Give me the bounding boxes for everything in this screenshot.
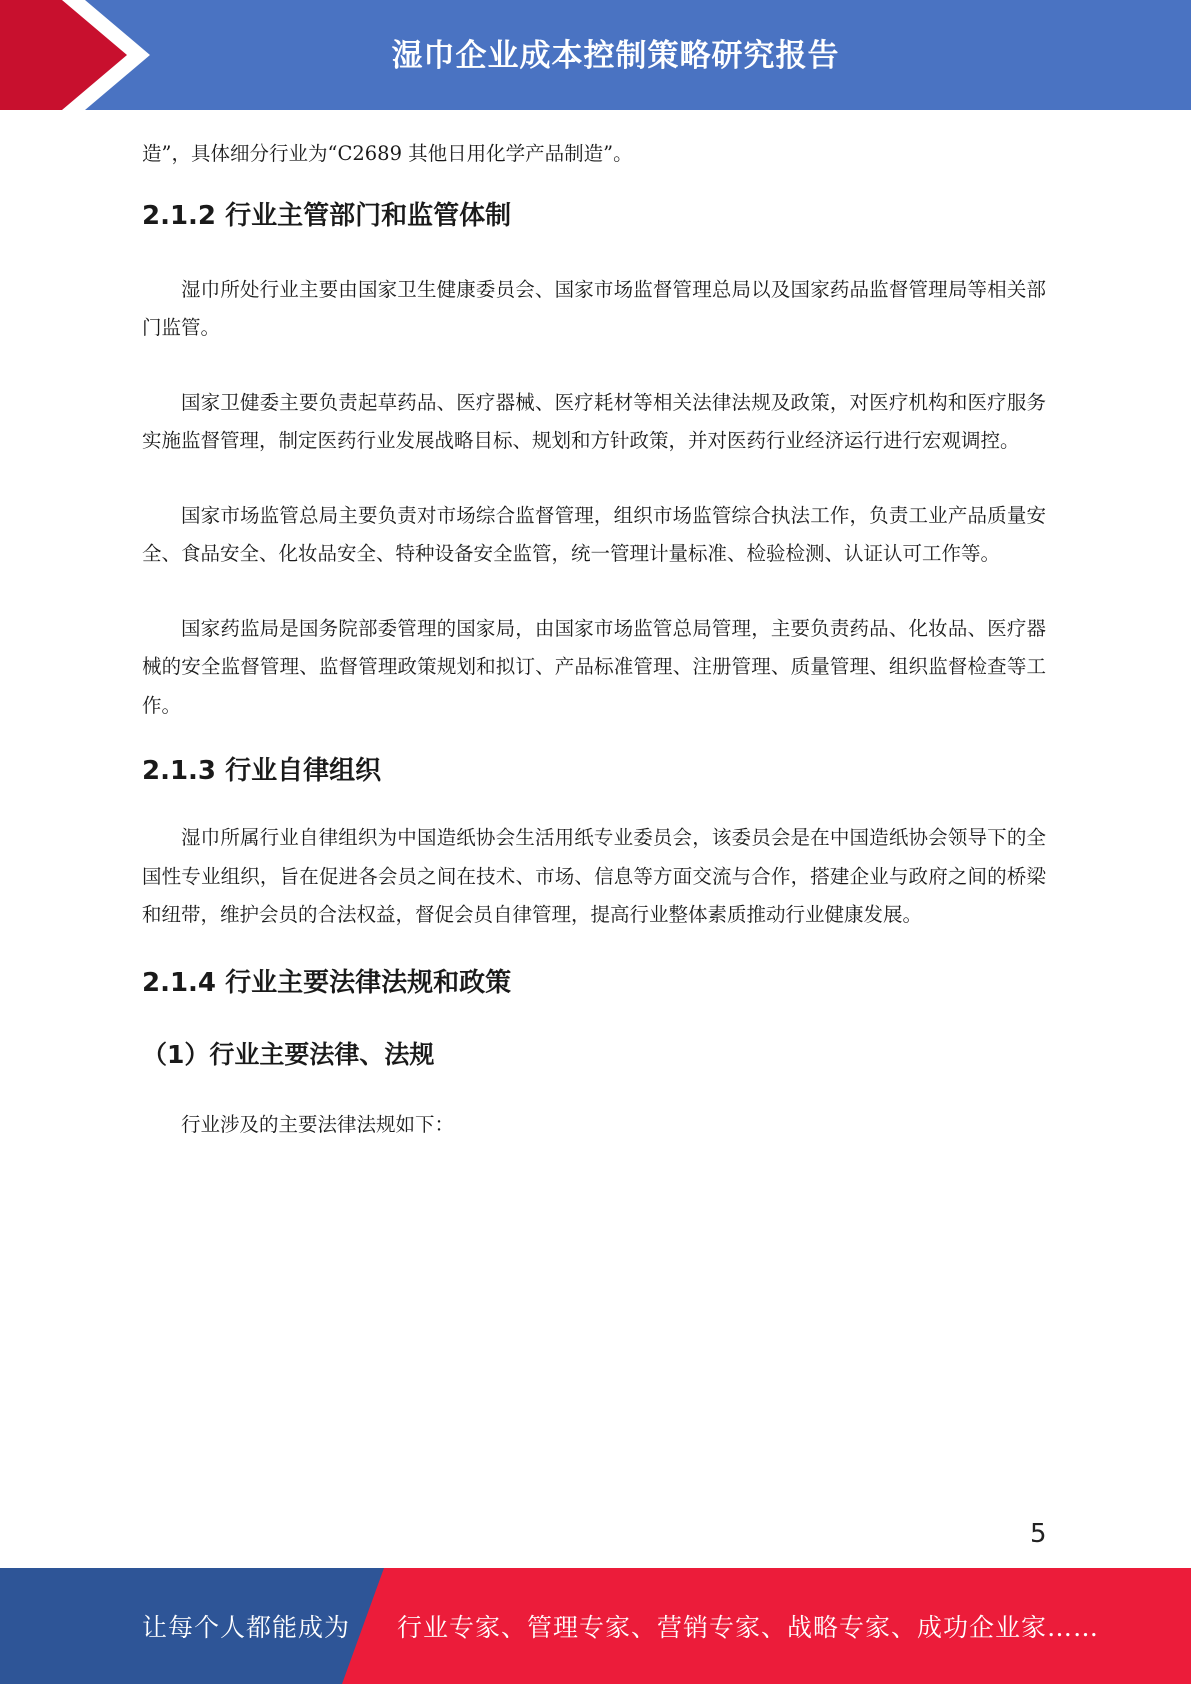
paragraph: 国家药监局是国务院部委管理的国家局，由国家市场监管总局管理，主要负责药品、化妆品、医疗器械的安全监督管理、监督管理政策规划和拟订、产品标准管理、注册管理、质量管理、组织监督检查等工作。: [142, 616, 1046, 717]
page-number: 5: [1030, 1519, 1047, 1549]
page-header: [0, 0, 1191, 110]
paragraph: 行业涉及的主要法律法规如下：: [181, 1112, 455, 1136]
footer-slogan-left: 让每个人都能成为: [142, 1613, 351, 1642]
section-heading-2-1-3: 2.1.3 行业自律组织: [142, 756, 382, 786]
section-heading-2-1-2: 2.1.2 行业主管部门和监管体制: [142, 200, 512, 231]
paragraph: 国家卫健委主要负责起草药品、医疗器械、医疗耗材等相关法律法规及政策，对医疗机构和医疗服务实施监督管理，制定医药行业发展战略目标、规划和方针政策，并对医药行业经济运行进行宏观调控。: [142, 390, 1046, 452]
page-content: [142, 135, 1046, 1144]
section-heading-2-1-4: 2.1.4 行业主要法律法规和政策: [142, 967, 512, 998]
intro-continuation: 造”，具体细分行业为“C2689 其他日用化学产品制造”。: [142, 142, 633, 165]
page-footer: [0, 1568, 1191, 1684]
paragraph: 国家市场监管总局主要负责对市场综合监督管理，组织市场监管综合执法工作，负责工业产品质量安全、食品安全、化妆品安全、特种设备安全监管，统一管理计量标准、检验检测、认证认可工作等。: [142, 503, 1046, 565]
report-title: 湿巾企业成本控制策略研究报告: [391, 37, 840, 74]
subsection-heading: （1）行业主要法律、法规: [142, 1039, 435, 1069]
paragraph: 湿巾所属行业自律组织为中国造纸协会生活用纸专业委员会，该委员会是在中国造纸协会领导下的全国性专业组织，旨在促进各会员之间在技术、市场、信息等方面交流与合作，搭建企业与政府之间的桥梁和纽带，维护会员的合法权益，督促会员自律管理，提高行业整体素质推动行业健康发展。: [142, 826, 1046, 926]
paragraph: 湿巾所处行业主要由国家卫生健康委员会、国家市场监督管理总局以及国家药品监督管理局等相关部门监管。: [142, 277, 1046, 339]
footer-slogan-right: 行业专家、管理专家、营销专家、战略专家、成功企业家……: [397, 1613, 1100, 1642]
